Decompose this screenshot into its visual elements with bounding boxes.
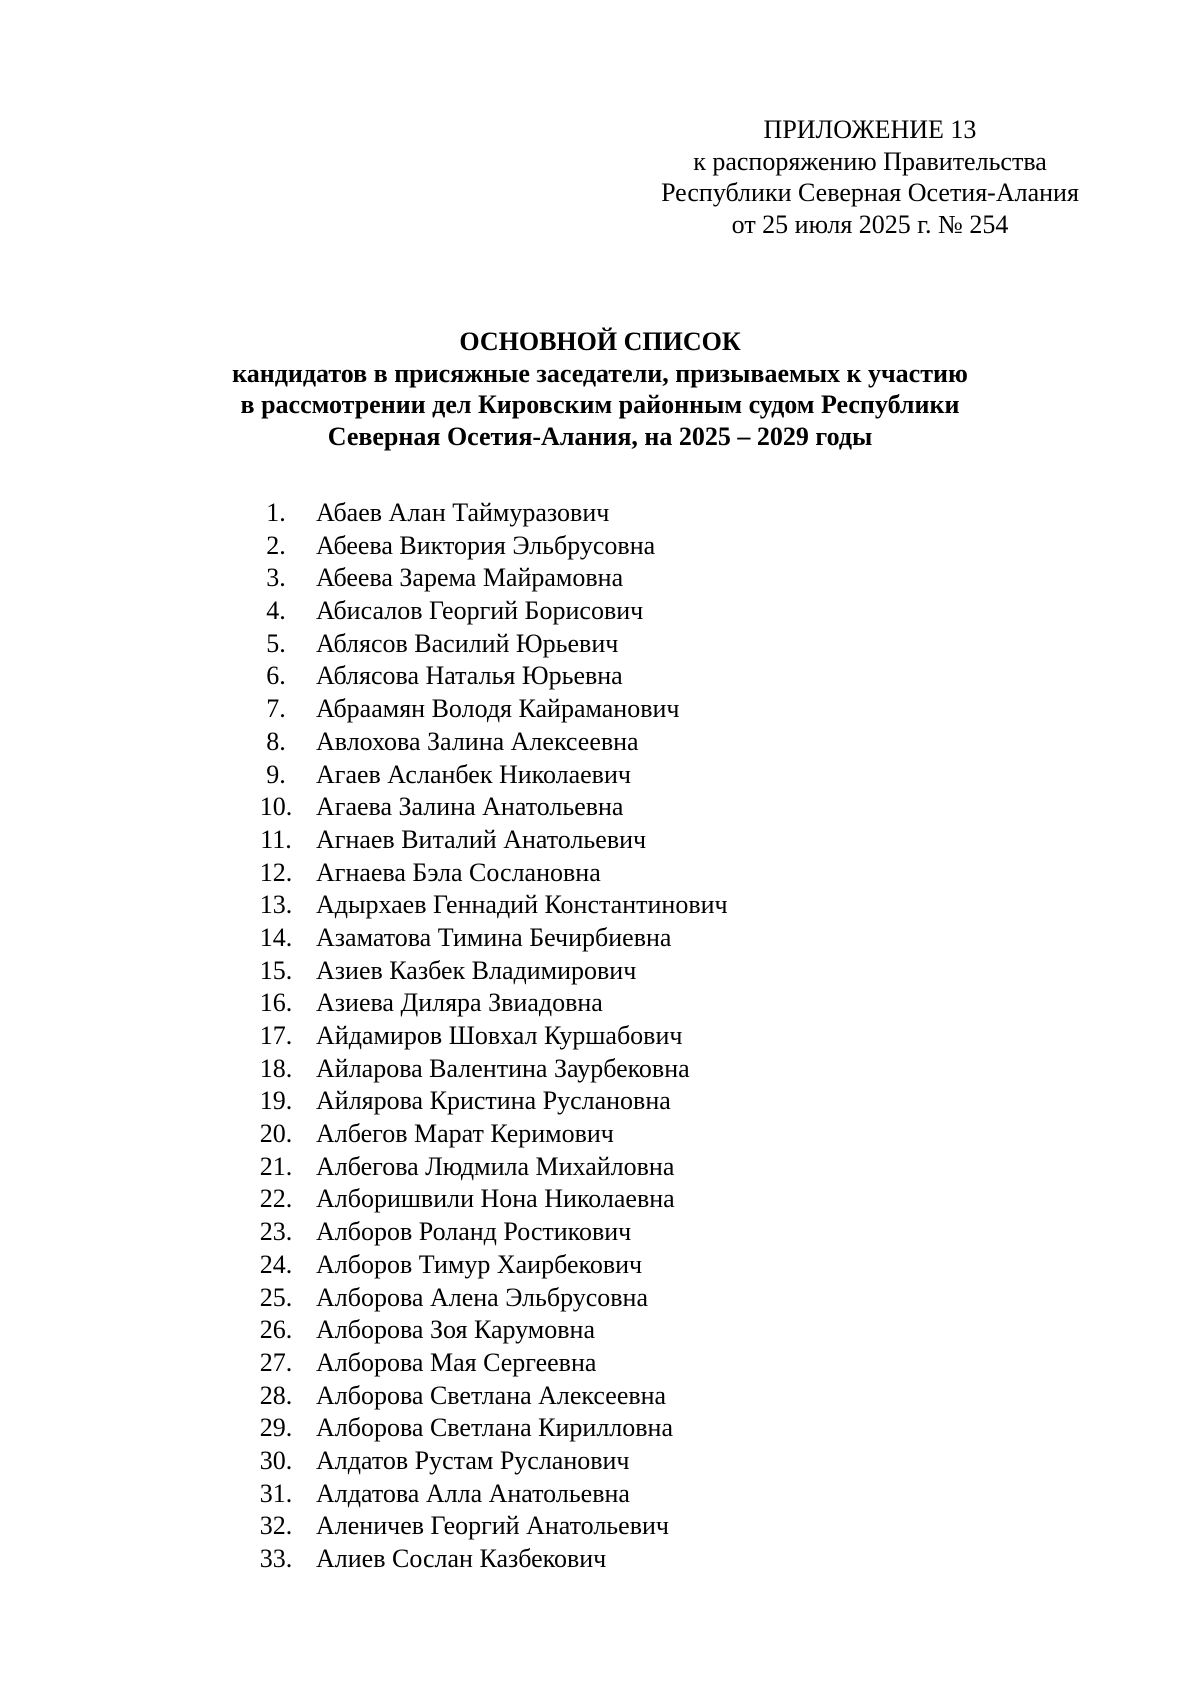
list-item-number: 6. bbox=[266, 661, 286, 691]
list-item-number: 13. bbox=[259, 890, 293, 920]
list-item-number: 11. bbox=[260, 824, 292, 854]
list-item-number: 22. bbox=[259, 1184, 293, 1214]
list-item-number: 26. bbox=[259, 1315, 293, 1345]
list-item bbox=[236, 497, 610, 530]
list-item bbox=[236, 889, 728, 922]
list-item bbox=[236, 955, 637, 988]
candidate-name: Албегова Людмила Михайловна bbox=[316, 1151, 675, 1181]
list-item bbox=[236, 791, 624, 824]
candidate-name: Адырхаев Геннадий Константинович bbox=[316, 890, 728, 920]
list-item-number: 4. bbox=[266, 596, 286, 626]
list-item-number: 14. bbox=[259, 922, 293, 952]
candidate-name: Айлярова Кристина Руслановна bbox=[316, 1086, 671, 1116]
title-subline-1: кандидатов в присяжные заседатели, призываемых к участию bbox=[232, 358, 968, 388]
list-item bbox=[236, 595, 644, 628]
list-item-number: 27. bbox=[259, 1347, 293, 1377]
title-subline-3: Северная Осетия-Алания, на 2025 – 2029 годы bbox=[327, 421, 873, 451]
candidate-name: Алборов Роланд Ростикович bbox=[316, 1217, 632, 1247]
list-item bbox=[236, 562, 624, 595]
list-item-number: 9. bbox=[266, 759, 286, 789]
list-item bbox=[236, 726, 639, 759]
candidate-name: Аленичев Георгий Анатольевич bbox=[316, 1511, 669, 1541]
candidate-name: Алборов Тимур Хаирбекович bbox=[316, 1249, 643, 1279]
list-item-number: 32. bbox=[259, 1511, 293, 1541]
appendix-order-ref: к распоряжению Правительства bbox=[693, 146, 1047, 176]
candidate-name: Агаева Залина Анатольевна bbox=[316, 792, 624, 822]
list-item-number: 31. bbox=[259, 1478, 293, 1508]
list-item-number: 8. bbox=[266, 726, 286, 756]
candidate-name: Азиева Диляра Звиадовна bbox=[316, 988, 603, 1018]
list-item-number: 2. bbox=[266, 530, 286, 560]
candidate-name: Айларова Валентина Заурбековна bbox=[316, 1053, 690, 1083]
list-item bbox=[236, 693, 680, 726]
candidate-name: Абеева Зарема Майрамовна bbox=[316, 563, 624, 593]
candidate-name: Алиев Сослан Казбекович bbox=[316, 1544, 607, 1573]
candidate-name: Алборова Светлана Кирилловна bbox=[316, 1413, 673, 1443]
list-item-number: 5. bbox=[266, 628, 286, 658]
candidate-name: Агнаев Виталий Анатольевич bbox=[316, 824, 647, 854]
appendix-republic: Республики Северная Осетия-Алания bbox=[661, 178, 1079, 207]
list-item bbox=[236, 759, 631, 792]
candidate-name: Азиев Казбек Владимирович bbox=[316, 955, 637, 985]
list-item bbox=[236, 1151, 675, 1184]
document-title bbox=[150, 326, 1050, 452]
list-item-number: 25. bbox=[259, 1282, 293, 1312]
list-item-number: 3. bbox=[266, 563, 286, 593]
list-item-number: 33. bbox=[259, 1544, 293, 1573]
candidate-name: Алдатова Алла Анатольевна bbox=[316, 1478, 630, 1508]
list-item-number: 21. bbox=[259, 1151, 293, 1181]
list-item-number: 15. bbox=[259, 955, 293, 985]
list-item bbox=[236, 1347, 597, 1380]
candidate-name: Алборишвили Нона Николаевна bbox=[316, 1184, 675, 1214]
list-item-number: 10. bbox=[259, 792, 293, 822]
list-item bbox=[236, 1380, 667, 1413]
appendix-date: от 25 июля 2025 г. № 254 bbox=[731, 209, 1009, 239]
list-item bbox=[236, 660, 623, 693]
list-item bbox=[236, 1053, 690, 1086]
list-item bbox=[236, 1118, 614, 1151]
list-item bbox=[236, 824, 647, 857]
list-item-number: 29. bbox=[259, 1413, 293, 1443]
list-item bbox=[236, 1412, 673, 1445]
list-item bbox=[236, 857, 601, 890]
candidate-name: Агаев Асланбек Николаевич bbox=[316, 759, 631, 789]
title-main: ОСНОВНОЙ СПИСОК bbox=[459, 327, 741, 356]
candidate-name: Аблясов Василий Юрьевич bbox=[316, 628, 619, 658]
candidate-name: Абеева Виктория Эльбрусовна bbox=[316, 530, 656, 560]
list-item bbox=[236, 922, 672, 955]
candidate-name: Абаев Алан Таймуразович bbox=[316, 498, 610, 527]
list-item bbox=[236, 1216, 632, 1249]
list-item-number: 30. bbox=[259, 1445, 293, 1475]
list-item bbox=[236, 628, 619, 661]
candidate-name: Авлохова Залина Алексеевна bbox=[316, 726, 639, 756]
candidate-name: Абраамян Володя Кайраманович bbox=[316, 694, 680, 724]
candidate-list bbox=[236, 497, 728, 1576]
list-item bbox=[236, 1543, 607, 1576]
candidate-name: Алборова Алена Эльбрусовна bbox=[316, 1282, 649, 1312]
list-item bbox=[236, 1085, 671, 1118]
list-item-number: 16. bbox=[259, 988, 293, 1018]
candidate-name: Алборова Мая Сергеевна bbox=[316, 1347, 597, 1377]
list-item bbox=[236, 1183, 675, 1216]
candidate-name: Алборова Зоя Карумовна bbox=[316, 1315, 595, 1345]
list-item bbox=[236, 530, 656, 563]
candidate-name: Абисалов Георгий Борисович bbox=[316, 596, 644, 626]
appendix-header bbox=[610, 114, 1130, 240]
list-item bbox=[236, 1510, 669, 1543]
title-subline-2: в рассмотрении дел Кировским районным судом Республики bbox=[240, 390, 960, 419]
list-item bbox=[236, 987, 603, 1020]
list-item-number: 12. bbox=[259, 857, 293, 887]
list-item-number: 7. bbox=[266, 694, 286, 724]
candidate-name: Агнаева Бэла Сослановна bbox=[316, 857, 601, 887]
candidate-name: Алборова Светлана Алексеевна bbox=[316, 1380, 667, 1410]
list-item bbox=[236, 1020, 683, 1053]
candidate-name: Албегов Марат Керимович bbox=[316, 1119, 614, 1149]
list-item-number: 23. bbox=[259, 1217, 293, 1247]
candidate-name: Айдамиров Шовхал Куршабович bbox=[316, 1021, 683, 1050]
list-item-number: 19. bbox=[259, 1086, 293, 1116]
list-item-number: 20. bbox=[259, 1119, 293, 1149]
candidate-name: Алдатов Рустам Русланович bbox=[316, 1445, 630, 1475]
list-item bbox=[236, 1445, 630, 1478]
list-item bbox=[236, 1282, 649, 1315]
list-item-number: 18. bbox=[259, 1053, 293, 1083]
candidate-name: Азаматова Тимина Бечирбиевна bbox=[316, 922, 672, 952]
list-item-number: 1. bbox=[266, 498, 286, 527]
list-item bbox=[236, 1314, 595, 1347]
list-item-number: 24. bbox=[259, 1249, 293, 1279]
list-item bbox=[236, 1478, 630, 1511]
candidate-name: Аблясова Наталья Юрьевна bbox=[316, 661, 623, 691]
list-item-number: 17. bbox=[259, 1021, 293, 1050]
appendix-number: ПРИЛОЖЕНИЕ 13 bbox=[763, 115, 977, 144]
list-item-number: 28. bbox=[259, 1380, 293, 1410]
list-item bbox=[236, 1249, 643, 1282]
